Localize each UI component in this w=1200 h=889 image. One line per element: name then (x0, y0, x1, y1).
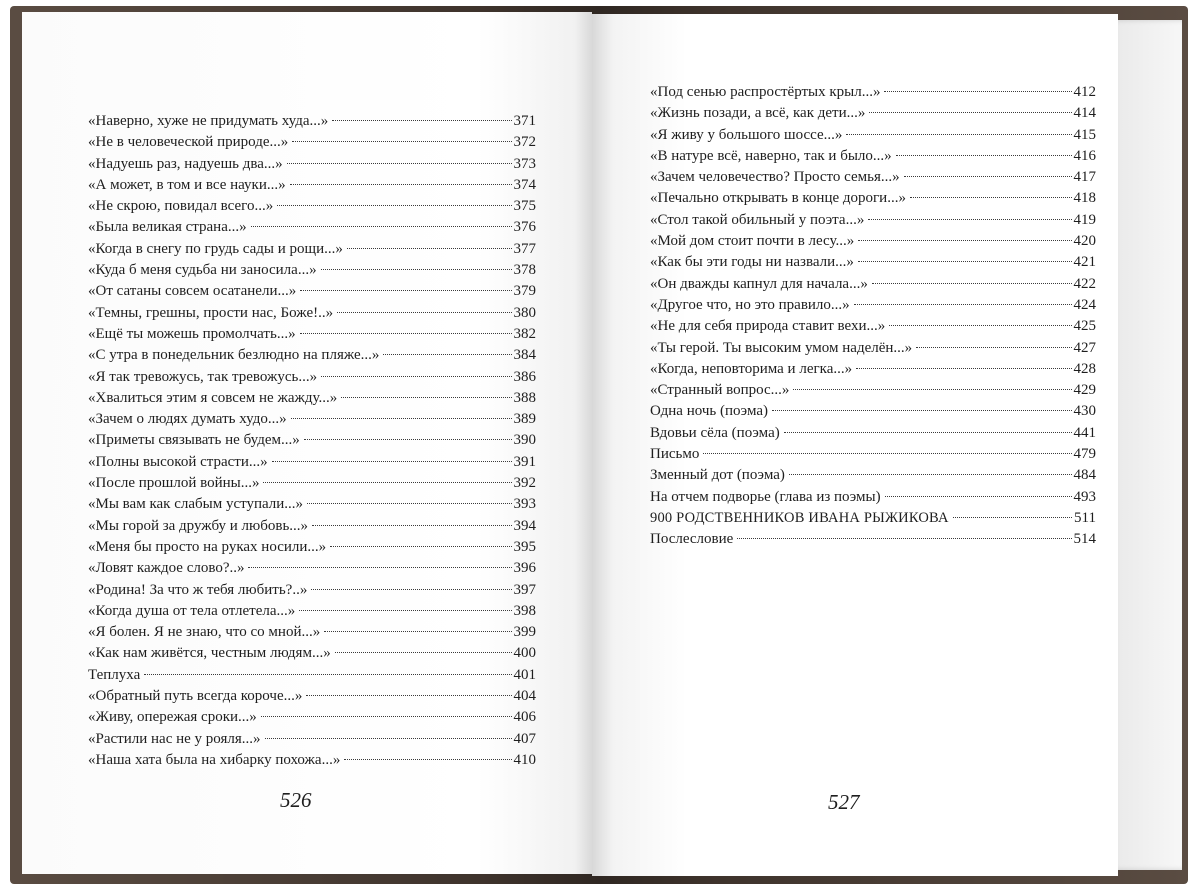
dot-leader (858, 239, 1071, 241)
dot-leader (290, 183, 512, 185)
toc-entry-title: «В натуре всё, наверно, так и было...» (650, 147, 892, 164)
toc-entry (650, 465, 1096, 486)
toc-entry-page: 388 (513, 389, 536, 406)
toc-entry-title: Послесловие (650, 531, 734, 548)
toc-entry-page: 379 (513, 283, 536, 300)
toc-entry-title: «Темны, грешны, прости нас, Боже!..» (88, 304, 334, 321)
toc-entry-title: «Приметы связывать не будем...» (88, 432, 300, 449)
toc-entry-page: 378 (513, 262, 536, 279)
toc-entry-page: 425 (1073, 318, 1096, 335)
dot-leader (291, 417, 512, 419)
dot-leader (846, 133, 1071, 135)
toc-entry-title: Теплуха (88, 666, 141, 683)
toc-entry-title: «Меня бы просто на руках носили...» (88, 538, 327, 555)
dot-leader (307, 502, 511, 504)
toc-entry-page: 397 (513, 581, 536, 598)
table-of-contents-left (88, 111, 536, 771)
toc-entry-title: Зменный дот (поэма) (650, 467, 785, 484)
toc-entry-title: «Мы горой за дружбу и любовь...» (88, 517, 309, 534)
dot-leader (321, 268, 512, 270)
toc-entry-page: 421 (1073, 254, 1096, 271)
dot-leader (884, 90, 1071, 92)
toc-entry-page: 374 (513, 176, 536, 193)
toc-entry (88, 430, 536, 451)
toc-entry (650, 210, 1096, 231)
toc-entry (650, 423, 1096, 444)
toc-entry-page: 412 (1073, 84, 1096, 100)
dot-leader (910, 196, 1072, 198)
toc-entry-page: 418 (1073, 190, 1096, 207)
dot-leader (287, 162, 512, 164)
toc-entry (650, 444, 1096, 465)
toc-entry-page: 410 (513, 751, 536, 768)
toc-entry-page: 514 (1073, 531, 1096, 548)
dot-leader (261, 715, 512, 717)
dot-leader (144, 673, 511, 675)
left-page (22, 12, 592, 874)
toc-entry (88, 750, 536, 771)
toc-entry-title: «Ловят каждое слово?..» (88, 560, 245, 577)
toc-entry (88, 388, 536, 409)
toc-entry (88, 281, 536, 302)
toc-entry-title: «Ты герой. Ты высоким умом наделён...» (650, 339, 913, 356)
toc-entry-title: «Под сенью распростёртых крыл...» (650, 84, 881, 100)
toc-entry-page: 372 (513, 134, 536, 151)
toc-entry-title: «Не скрою, повидал всего...» (88, 198, 274, 215)
toc-entry (88, 217, 536, 238)
toc-entry-title: «Зачем человечество? Просто семья...» (650, 169, 900, 186)
dot-leader (300, 289, 511, 291)
toc-entry (650, 508, 1096, 529)
dot-leader (330, 545, 511, 547)
toc-entry (650, 146, 1096, 167)
dot-leader (337, 311, 511, 313)
toc-entry-title: «Обратный путь всегда короче...» (88, 688, 303, 705)
toc-entry-title: «Наверно, хуже не придумать худа...» (88, 113, 329, 129)
toc-entry-title: «Надуешь раз, надуешь два...» (88, 155, 283, 172)
toc-entry-title: «От сатаны совсем осатанели...» (88, 283, 297, 300)
toc-entry-page: 479 (1073, 446, 1096, 463)
toc-entry-title: «Когда, неповторима и легка...» (650, 360, 853, 377)
dot-leader (904, 175, 1072, 177)
toc-entry-title: «Мой дом стоит почти в лесу...» (650, 233, 855, 250)
toc-entry (88, 729, 536, 750)
dot-leader (272, 460, 512, 462)
toc-entry-title: «Жизнь позади, а всё, как дети...» (650, 105, 866, 122)
toc-entry (650, 231, 1096, 252)
toc-entry-page: 375 (513, 198, 536, 215)
page-number-left: 526 (280, 788, 312, 812)
toc-entry-title: «Я живу у большого шоссе...» (650, 126, 843, 143)
toc-entry-page: 386 (513, 368, 536, 385)
toc-entry-title: Вдовьи сёла (поэма) (650, 424, 780, 441)
toc-entry-page: 382 (513, 325, 536, 342)
toc-entry-title: «Растили нас не у рояля...» (88, 730, 261, 747)
toc-entry-page: 420 (1073, 233, 1096, 250)
toc-entry-page: 396 (513, 560, 536, 577)
dot-leader (277, 204, 511, 206)
toc-entry-page: 419 (1073, 211, 1096, 228)
dot-leader (265, 737, 512, 739)
toc-entry (88, 324, 536, 345)
toc-entry-title: «Стол такой обильный у поэта...» (650, 211, 865, 228)
toc-entry (650, 487, 1096, 508)
toc-entry-title: «Ещё ты можешь промолчать...» (88, 325, 296, 342)
toc-entry-page: 373 (513, 155, 536, 172)
right-page (592, 14, 1118, 876)
page-number-right: 527 (828, 790, 860, 814)
table-of-contents-right (650, 82, 1096, 551)
toc-entry-page: 392 (513, 475, 536, 492)
toc-entry-page: 415 (1073, 126, 1096, 143)
toc-entry-page: 493 (1073, 488, 1096, 505)
toc-entry-title: «Он дважды капнул для начала...» (650, 275, 868, 292)
toc-entry (650, 401, 1096, 422)
toc-entry (650, 82, 1096, 103)
toc-entry-page: 416 (1073, 147, 1096, 164)
dot-leader (383, 353, 511, 355)
toc-entry-title: «Родина! За что ж тебя любить?..» (88, 581, 308, 598)
dot-leader (916, 346, 1071, 348)
dot-leader (341, 396, 511, 398)
toc-entry-title: Письмо (650, 446, 700, 463)
toc-entry-title: «Зачем о людях думать худо...» (88, 411, 287, 428)
toc-entry-page: 391 (513, 453, 536, 470)
toc-entry-page: 393 (513, 496, 536, 513)
toc-entry-title: «Странный вопрос...» (650, 382, 790, 399)
toc-entry (650, 252, 1096, 273)
dot-leader (324, 630, 511, 632)
toc-entry-title: «Живу, опережая сроки...» (88, 709, 257, 726)
dot-leader (263, 481, 511, 483)
toc-entry (88, 473, 536, 494)
toc-entry (650, 295, 1096, 316)
dot-leader (858, 260, 1072, 262)
toc-entry-title: «Как нам живётся, честным людям...» (88, 645, 331, 662)
dot-leader (306, 694, 511, 696)
toc-entry-page: 376 (513, 219, 536, 236)
toc-entry-page: 401 (513, 666, 536, 683)
toc-entry-page: 371 (513, 113, 536, 129)
toc-entry (88, 175, 536, 196)
toc-entry-page: 424 (1073, 296, 1096, 313)
toc-entry (88, 367, 536, 388)
toc-entry-page: 511 (1074, 509, 1096, 526)
toc-entry-title: «Как бы эти годы ни назвали...» (650, 254, 854, 271)
dot-leader (953, 516, 1072, 518)
toc-entry-title: «Куда б меня судьба ни заносила...» (88, 262, 317, 279)
toc-entry-title: «Хвалиться этим я совсем не жажду...» (88, 389, 338, 406)
dot-leader (868, 218, 1071, 220)
toc-entry (650, 529, 1096, 550)
toc-entry (88, 580, 536, 601)
toc-entry-title: «С утра в понедельник безлюдно на пляже...» (88, 347, 380, 364)
dot-leader (784, 431, 1072, 433)
dot-leader (251, 225, 512, 227)
dot-leader (896, 154, 1072, 156)
toc-entry-page: 406 (513, 709, 536, 726)
toc-entry (88, 494, 536, 515)
toc-entry-title: «Полны высокой страсти...» (88, 453, 268, 470)
dot-leader (885, 495, 1072, 497)
toc-entry-title: «Не для себя природа ставит вехи...» (650, 318, 886, 335)
dot-leader (312, 524, 511, 526)
dot-leader (854, 303, 1072, 305)
toc-entry (650, 359, 1096, 380)
dot-leader (344, 758, 511, 760)
toc-entry (650, 380, 1096, 401)
toc-entry (88, 537, 536, 558)
toc-entry-title: На отчем подворье (глава из поэмы) (650, 488, 881, 505)
dot-leader (332, 119, 511, 121)
dot-leader (889, 324, 1071, 326)
toc-entry (88, 132, 536, 153)
toc-entry (650, 338, 1096, 359)
toc-entry-page: 441 (1073, 424, 1096, 441)
toc-entry (88, 707, 536, 728)
toc-entry-page: 429 (1073, 382, 1096, 399)
toc-entry (88, 643, 536, 664)
toc-entry (650, 103, 1096, 124)
toc-entry (88, 154, 536, 175)
toc-entry (88, 622, 536, 643)
dot-leader (703, 452, 1071, 454)
toc-entry-title: 900 РОДСТВЕННИКОВ ИВАНА РЫЖИКОВА (650, 509, 949, 526)
toc-entry-page: 428 (1073, 360, 1096, 377)
toc-entry-title: «А может, в том и все науки...» (88, 176, 286, 193)
toc-entry-title: «После прошлой войны...» (88, 475, 260, 492)
dot-leader (311, 588, 511, 590)
toc-entry-page: 395 (513, 538, 536, 555)
dot-leader (869, 111, 1071, 113)
toc-entry (88, 111, 536, 132)
dot-leader (793, 388, 1071, 390)
toc-entry (650, 188, 1096, 209)
toc-entry-page: 398 (513, 602, 536, 619)
dot-leader (772, 409, 1071, 411)
toc-entry-page: 390 (513, 432, 536, 449)
dot-leader (737, 537, 1071, 539)
toc-entry (88, 196, 536, 217)
toc-entry-title: «Не в человеческой природе...» (88, 134, 289, 151)
toc-entry-page: 484 (1073, 467, 1096, 484)
toc-entry-page: 399 (513, 624, 536, 641)
toc-entry (88, 239, 536, 260)
toc-entry-page: 394 (513, 517, 536, 534)
dot-leader (347, 247, 512, 249)
toc-entry-page: 430 (1073, 403, 1096, 420)
toc-entry-page: 377 (513, 240, 536, 257)
toc-entry-title: «Я болен. Я не знаю, что со мной...» (88, 624, 321, 641)
toc-entry (88, 303, 536, 324)
toc-entry-title: Одна ночь (поэма) (650, 403, 769, 420)
toc-entry (650, 167, 1096, 188)
toc-entry-title: «Мы вам как слабым уступали...» (88, 496, 304, 513)
toc-entry-page: 414 (1073, 105, 1096, 122)
dot-leader (321, 375, 511, 377)
toc-entry-title: «Печально открывать в конце дороги...» (650, 190, 906, 207)
dot-leader (789, 473, 1072, 475)
toc-entry (88, 409, 536, 430)
toc-entry-page: 407 (513, 730, 536, 747)
dot-leader (304, 438, 512, 440)
toc-entry-title: «Когда в снегу по грудь сады и рощи...» (88, 240, 343, 257)
toc-entry-title: «Когда душа от тела отлетела...» (88, 602, 296, 619)
dot-leader (335, 651, 512, 653)
toc-entry (88, 686, 536, 707)
toc-entry-page: 389 (513, 411, 536, 428)
dot-leader (292, 140, 511, 142)
toc-entry (88, 601, 536, 622)
toc-entry-page: 404 (513, 688, 536, 705)
toc-entry (650, 274, 1096, 295)
toc-entry-title: «Другое что, но это правило...» (650, 296, 850, 313)
toc-entry (88, 452, 536, 473)
toc-entry-page: 384 (513, 347, 536, 364)
toc-entry-page: 422 (1073, 275, 1096, 292)
dot-leader (248, 566, 511, 568)
dot-leader (300, 332, 512, 334)
toc-entry (650, 316, 1096, 337)
dot-leader (872, 282, 1072, 284)
toc-entry-title: «Наша хата была на хибарку похожа...» (88, 751, 341, 768)
dot-leader (299, 609, 511, 611)
toc-entry (88, 260, 536, 281)
toc-entry (88, 558, 536, 579)
toc-entry (88, 516, 536, 537)
toc-entry-page: 380 (513, 304, 536, 321)
toc-entry (88, 665, 536, 686)
toc-entry (88, 345, 536, 366)
toc-entry-title: «Я так тревожусь, так тревожусь...» (88, 368, 318, 385)
toc-entry (650, 125, 1096, 146)
page-edge (1110, 20, 1182, 870)
toc-entry-page: 427 (1073, 339, 1096, 356)
toc-entry-page: 400 (513, 645, 536, 662)
toc-entry-title: «Была великая страна...» (88, 219, 247, 236)
dot-leader (856, 367, 1071, 369)
toc-entry-page: 417 (1073, 169, 1096, 186)
